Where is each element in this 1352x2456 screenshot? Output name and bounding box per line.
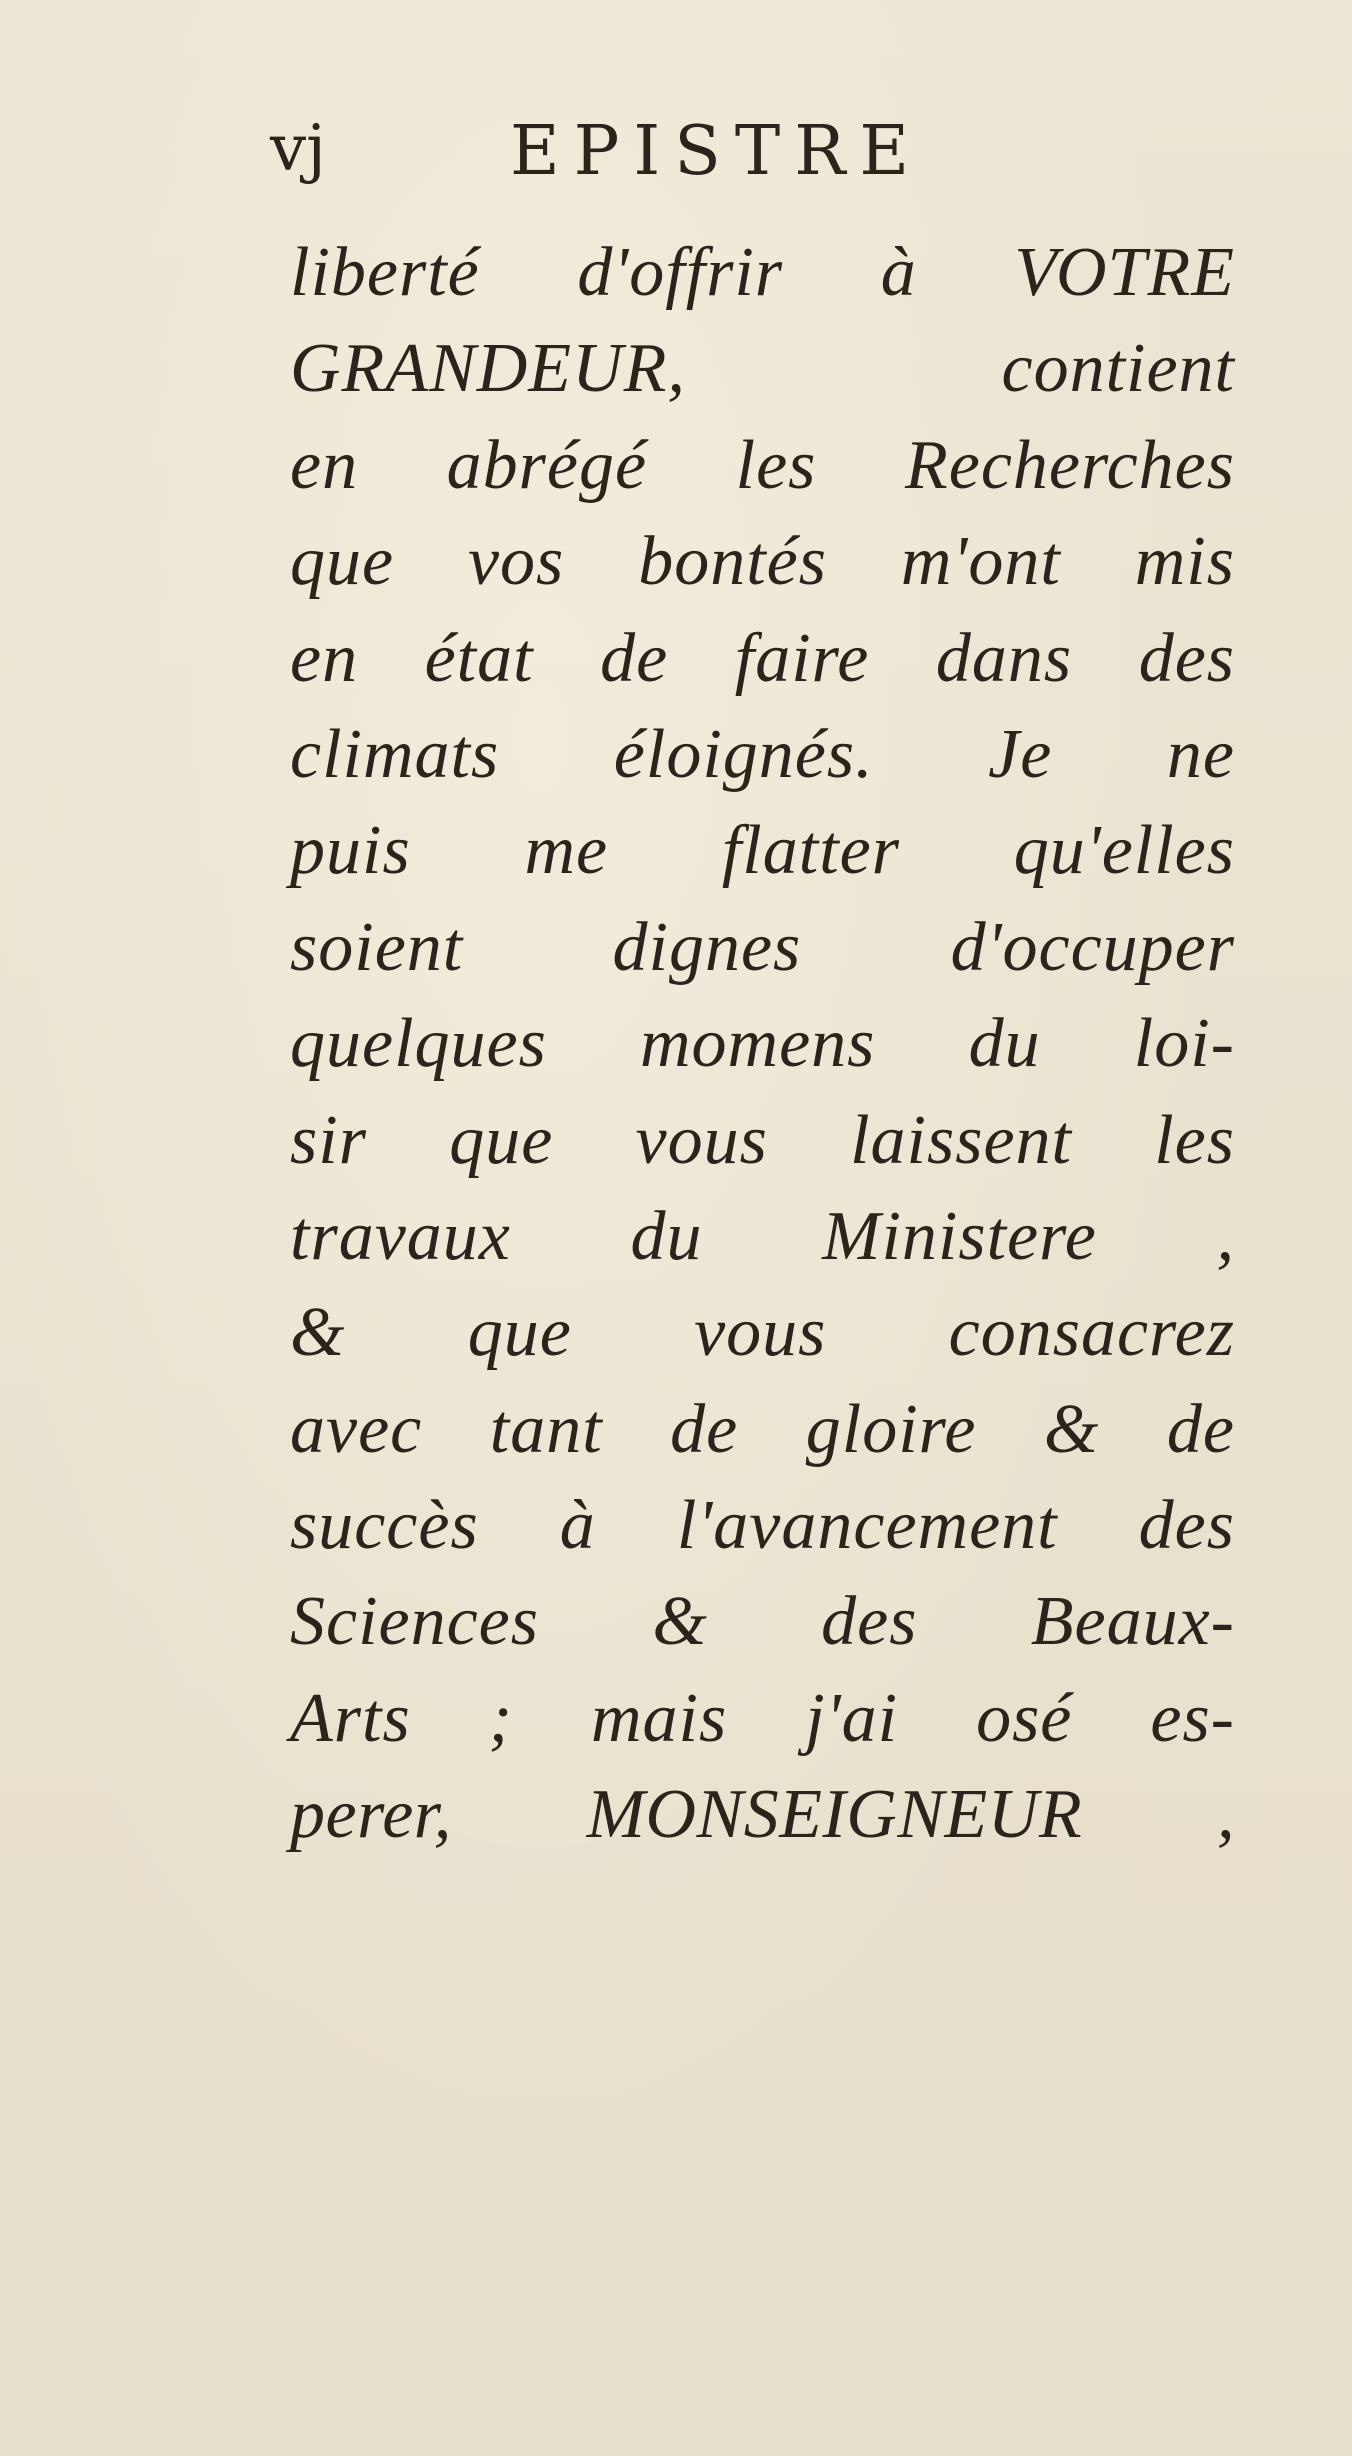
- text-line: GRANDEUR, contient: [290, 330, 1235, 408]
- text-line: succès à l'avancement des: [290, 1487, 1235, 1565]
- text-line: en abrégé les Recherches: [290, 426, 1235, 504]
- text-line: quelques momens du loi-: [290, 1005, 1235, 1083]
- text-line: Sciences & des Beaux-: [290, 1583, 1235, 1661]
- page-header: [270, 98, 1070, 218]
- text-line: en état de faire dans des: [290, 619, 1235, 697]
- text-line: que vos bontés m'ont mis: [290, 523, 1235, 601]
- text-line: liberté d'offrir à VOTRE: [290, 234, 1235, 311]
- page-number: vj: [270, 112, 326, 186]
- text-line: sir que vous laissent les: [290, 1101, 1235, 1179]
- body-text: [290, 225, 1235, 1864]
- text-line: travaux du Ministere ,: [290, 1197, 1235, 1275]
- text-line: avec tant de gloire & de: [290, 1390, 1235, 1468]
- text-line: Arts ; mais j'ai osé es-: [290, 1679, 1235, 1757]
- text-line: perer, MONSEIGNEUR ,: [290, 1776, 1235, 1854]
- text-line: soient dignes d'occuper: [290, 908, 1235, 986]
- running-title: EPISTRE: [510, 112, 924, 191]
- text-line: puis me flatter qu'elles: [290, 812, 1235, 890]
- text-line: & que vous consacrez: [290, 1294, 1235, 1372]
- text-line: climats éloignés. Je ne: [290, 715, 1235, 793]
